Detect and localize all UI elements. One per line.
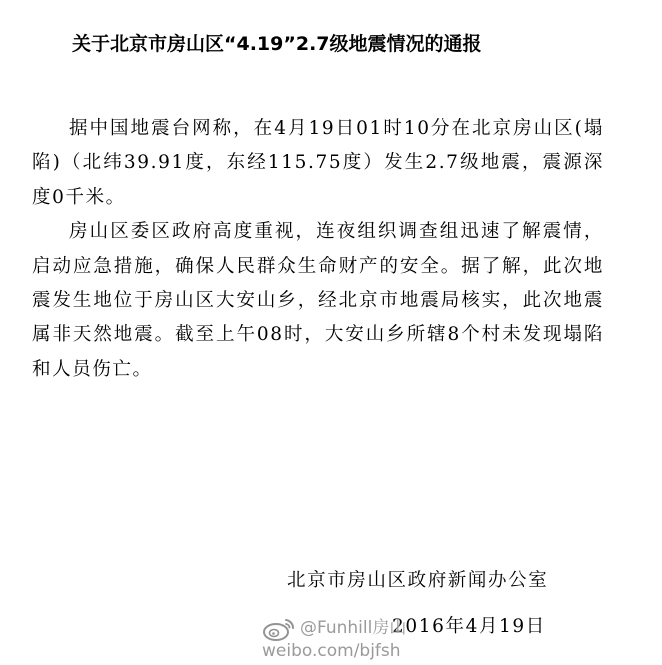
paragraph-earthquake-report: 据中国地震台网称，在4月19日01时10分在北京房山区(塌陷)（北纬39.91度，东经115.75度）发生2.7级地震，震源深度0千米。	[32, 118, 604, 208]
weibo-handle: @Funhill房山	[300, 618, 407, 638]
weibo-url: weibo.com/bjfsh	[262, 641, 401, 661]
document-title: 关于北京市房山区“4.19”2.7级地震情况的通报	[72, 33, 482, 55]
weibo-logo-icon	[262, 616, 296, 642]
document-body	[32, 112, 604, 387]
issuer-signature: 北京市房山区政府新闻办公室	[287, 570, 549, 591]
weibo-watermark	[262, 614, 422, 662]
paragraph-government-response: 房山区委区政府高度重视，连夜组织调查组迅速了解震情，启动应急措施，确保人民群众生命财产的安全。据了解，此次地震发生地位于房山区大安山乡，经北京市地震局核实，此次地震属非天然地震。截至上午08时，大安山乡所辖8个村未发现塌陷和人员伤亡。	[32, 221, 604, 380]
issue-date: 2016年4月19日	[392, 616, 546, 637]
